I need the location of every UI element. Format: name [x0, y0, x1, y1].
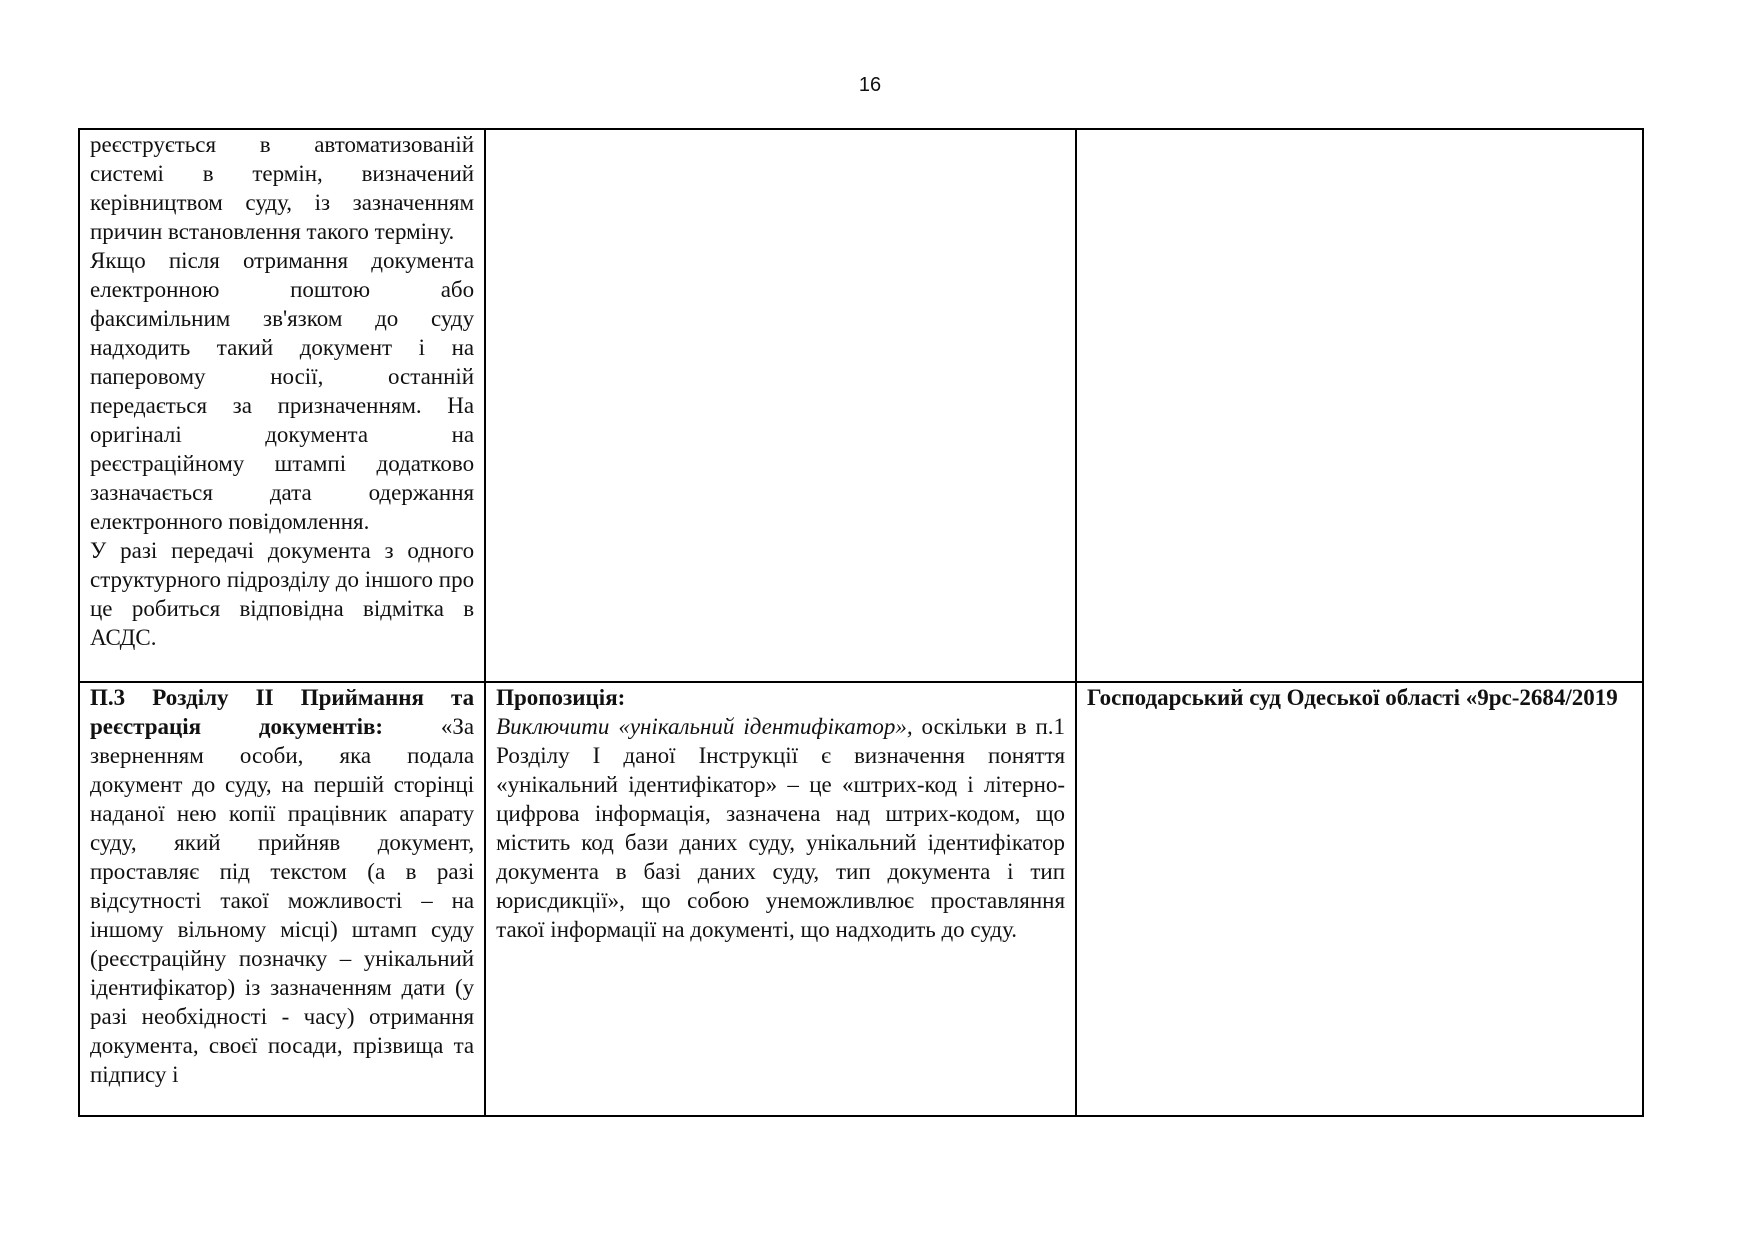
cell-proposal — [485, 129, 1076, 682]
proposal-heading: Пропозиція: — [496, 685, 626, 710]
clause-heading: П.3 Розділу II Приймання та реєстрація документів: — [90, 685, 475, 739]
table-row — [79, 682, 1643, 1116]
cell-current-text — [79, 682, 485, 1116]
cell-proposal — [485, 682, 1076, 1116]
page-number: 16 — [858, 74, 882, 96]
comparison-table — [78, 128, 1644, 1117]
cell-author — [1076, 129, 1643, 682]
paragraph: Якщо після отримання документа електронною поштою або факсимільним зв'язком до суду надходить такий документ і на паперовому носії, останній передається за призначенням. На оригіналі документа на реєстраційному штампі додатково зазначається дата одержання електронного повідомлення. — [90, 248, 475, 534]
author-name: Господарський суд Одеської області «9рс-2684/2019 — [1087, 685, 1618, 710]
paragraph: У разі передачі документа з одного структурного підрозділу до іншого про це робиться відповідна відмітка в АСДС. — [90, 538, 475, 650]
paragraph: реєструється в автоматизованій системі в термін, визначений керівництвом суду, із зазначенням причин встановлення такого терміну. — [90, 132, 475, 244]
table-row — [79, 129, 1643, 682]
clause-text: «За зверненням особи, яка подала документ до суду, на першій сторінці наданої нею копії працівник апарату суду, який прийняв документ, проставляє під текстом (а в разі відсутності такої можливості – на іншому вільному місці) штамп суду (реєстраційну позначку – унікальний ідентифікатор) із зазначенням дати (у разі необхідності - часу) отримання документа, своєї посади, прізвища та підпису і — [90, 714, 475, 1087]
proposal-text: оскільки в п.1 Розділу І даної Інструкції є визначення поняття «унікальний ідентифікатор» – це «штрих-код і літерно-цифрова інформація, зазначена над штрих-кодом, що містить код бази даних суду, унікальний ідентифікатор документа в базі даних суду, тип документа і тип юрисдикції», що собою унеможливлює проставляння такої інформації на документі, що надходить до суду. — [496, 714, 1066, 942]
cell-current-text — [79, 129, 485, 682]
cell-author — [1076, 682, 1643, 1116]
proposal-italic: Виключити «унікальний ідентифікатор», — [496, 714, 913, 739]
